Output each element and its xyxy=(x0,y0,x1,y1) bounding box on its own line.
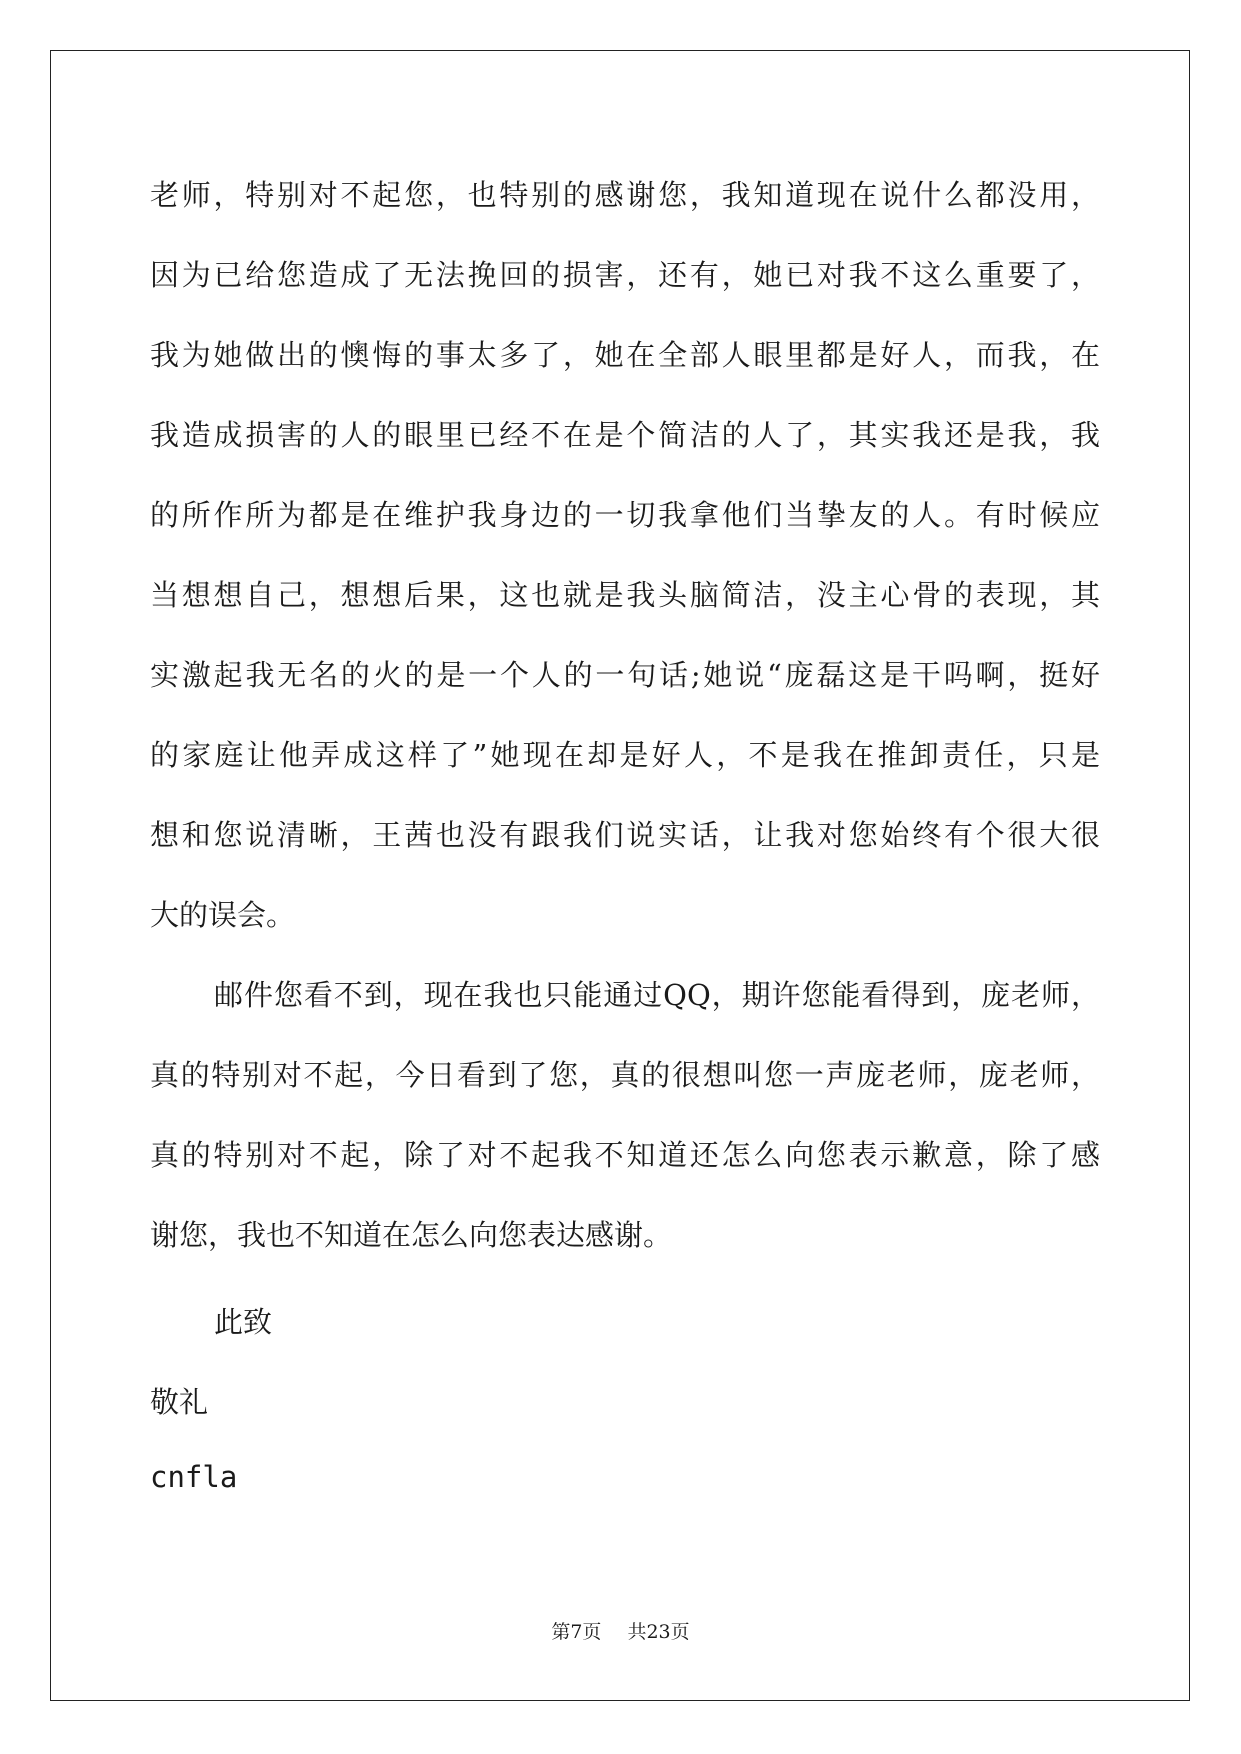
text-line: 真的特别对不起，今日看到了您，真的很想叫您一声庞老师，庞老师， xyxy=(150,1058,1100,1092)
text-line: 邮件您看不到，现在我也只能通过QQ，期许您能看得到，庞老师， xyxy=(214,978,1100,1012)
text-line: 我为她做出的懊悔的事太多了，她在全部人眼里都是好人，而我，在 xyxy=(150,338,1100,372)
paragraph-1 xyxy=(150,155,1100,955)
letter-body xyxy=(150,155,1100,1275)
text-line: 因为已给您造成了无法挽回的损害，还有，她已对我不这么重要了， xyxy=(150,258,1100,292)
paragraph-2 xyxy=(150,955,1100,1275)
letter-salutation: 敬礼 xyxy=(150,1385,209,1419)
text-line: 实激起我无名的火的是一个人的一句话;她说“庞磊这是干吗啊，挺好 xyxy=(150,658,1100,692)
text-line: 老师，特别对不起您，也特别的感谢您，我知道现在说什么都没用， xyxy=(150,178,1100,212)
text-line: 的家庭让他弄成这样了”她现在却是好人，不是我在推卸责任，只是 xyxy=(150,738,1100,772)
text-line: 想和您说清晰，王茜也没有跟我们说实话，让我对您始终有个很大很 xyxy=(150,818,1100,852)
page-footer xyxy=(0,1617,1241,1644)
letter-closing: 此致 xyxy=(214,1305,273,1339)
page-total: 共23页 xyxy=(627,1621,690,1643)
text-line: 的所作所为都是在维护我身边的一切我拿他们当挚友的人。有时候应 xyxy=(150,498,1100,532)
page-number: 第7页 xyxy=(551,1621,602,1643)
text-line: 谢您，我也不知道在怎么向您表达感谢。 xyxy=(150,1218,673,1252)
text-line: 我造成损害的人的眼里已经不在是个简洁的人了，其实我还是我，我 xyxy=(150,418,1100,452)
text-line: 当想想自己，想想后果，这也就是我头脑简洁，没主心骨的表现，其 xyxy=(150,578,1100,612)
text-line: 大的误会。 xyxy=(150,898,296,932)
text-line: 真的特别对不起，除了对不起我不知道还怎么向您表示歉意，除了感 xyxy=(150,1138,1100,1172)
letter-signature: cnfla xyxy=(150,1460,238,1494)
